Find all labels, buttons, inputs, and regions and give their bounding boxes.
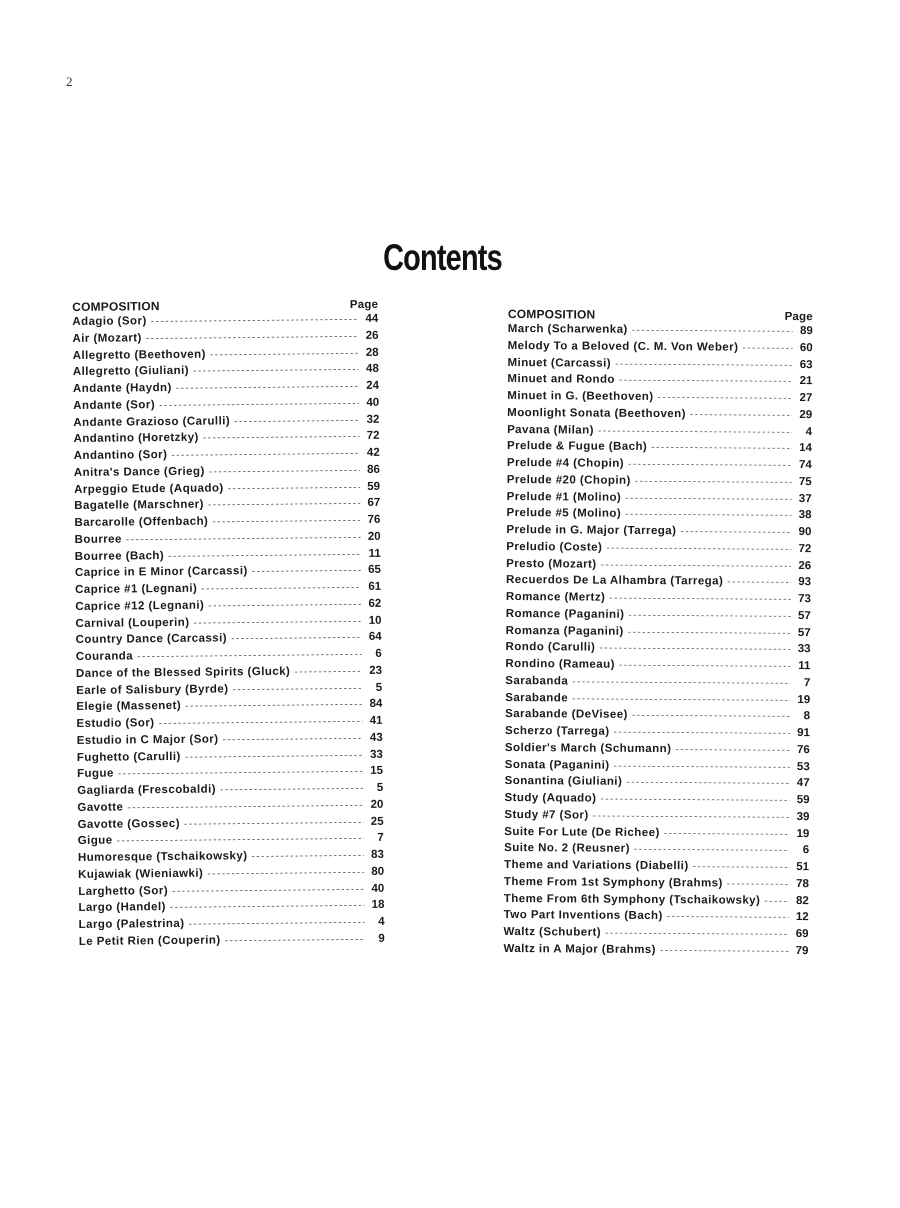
contents-entry <box>503 941 808 960</box>
contents-entry <box>506 639 811 658</box>
dot-leader <box>606 540 791 558</box>
contents-entry <box>75 562 381 582</box>
page-ref: 11 <box>798 660 811 673</box>
composition-title: Gagliarda (Frescobaldi) <box>77 783 217 797</box>
composition-title: Air (Mozart) <box>72 332 142 345</box>
composition-title: March (Scharwenka) <box>507 322 628 336</box>
contents-entry <box>507 472 812 491</box>
contents-entry <box>77 763 383 783</box>
composition-title: Prelude in G. Major (Tarrega) <box>506 523 677 538</box>
page-ref: 5 <box>376 781 384 794</box>
page-ref: 19 <box>796 827 810 840</box>
page-ref: 83 <box>371 848 384 861</box>
contents-entry <box>505 689 810 708</box>
composition-title: Humoresque (Tschaikowsky) <box>77 850 248 864</box>
contents-entry <box>507 438 812 457</box>
composition-title: Andante Grazioso (Carulli) <box>73 414 231 429</box>
contents-entry <box>78 897 384 917</box>
composition-header: COMPOSITION <box>72 299 160 314</box>
page-ref: 53 <box>796 760 810 773</box>
contents-entry <box>506 555 811 574</box>
dot-leader <box>193 613 361 632</box>
composition-title: Estudio (Sor) <box>76 717 155 730</box>
page-ref: 15 <box>370 765 384 778</box>
page-ref: 14 <box>799 442 813 455</box>
page-header: Page <box>349 298 379 312</box>
composition-title: Romanza (Paganini) <box>505 624 624 638</box>
composition-title: Rondo (Carulli) <box>505 641 596 654</box>
composition-title: Sarabande (DeVisee) <box>505 708 628 722</box>
page-ref: 29 <box>799 408 813 421</box>
contents-entry <box>506 505 811 524</box>
page-ref: 11 <box>368 547 381 560</box>
page-ref: 64 <box>368 631 382 644</box>
page-ref: 26 <box>798 559 812 572</box>
contents-entry <box>74 495 380 515</box>
dot-leader <box>690 407 792 424</box>
contents-entry <box>507 354 812 373</box>
contents-entry <box>76 646 382 666</box>
page-ref: 43 <box>369 731 383 744</box>
composition-title: Anitra's Dance (Grieg) <box>73 465 205 479</box>
composition-title: Caprice #12 (Legnani) <box>75 599 205 613</box>
contents-entry <box>505 706 810 725</box>
dot-leader <box>628 624 791 642</box>
composition-title: Elegie (Massenet) <box>76 700 182 714</box>
contents-entry <box>507 421 812 440</box>
composition-title: Moonlight Sonata (Beethoven) <box>507 406 686 420</box>
page-ref: 37 <box>798 492 812 505</box>
contents-entry <box>506 622 811 641</box>
page-ref: 10 <box>368 614 382 627</box>
page-ref: 18 <box>371 899 385 912</box>
page-ref: 84 <box>369 698 383 711</box>
contents-entry <box>76 696 382 716</box>
contents-entry <box>506 572 811 591</box>
contents-entry <box>505 740 810 759</box>
contents-entry <box>74 512 380 532</box>
page-ref: 39 <box>796 810 810 823</box>
contents-entry <box>73 428 379 448</box>
page-ref: 90 <box>798 526 812 539</box>
page-ref: 28 <box>365 346 379 359</box>
dot-leader <box>208 496 361 514</box>
dot-leader <box>727 575 791 592</box>
dot-leader <box>635 474 792 492</box>
composition-title: Theme From 6th Symphony (Tschaikowsky) <box>503 892 761 907</box>
dot-leader <box>209 463 360 481</box>
contents-entry <box>77 813 383 833</box>
contents-entry <box>77 780 383 800</box>
composition-title: Andantino (Horetzky) <box>73 431 199 446</box>
page-ref: 80 <box>371 865 385 878</box>
contents-entry <box>73 411 379 431</box>
composition-title: Sonata (Paganini) <box>504 758 610 772</box>
composition-title: Presto (Mozart) <box>506 557 597 571</box>
dot-leader <box>628 457 792 475</box>
dot-leader <box>185 697 362 716</box>
composition-title: Bourree (Bach) <box>74 549 165 563</box>
composition-title: Theme and Variations (Diabelli) <box>504 858 689 873</box>
contents-entry <box>505 673 810 692</box>
contents-entry <box>79 931 385 951</box>
contents-entry <box>505 756 810 775</box>
page-ref: 25 <box>370 815 384 828</box>
dot-leader <box>171 446 360 465</box>
composition-title: Barcarolle (Offenbach) <box>74 515 209 529</box>
contents-entry <box>505 723 810 742</box>
contents-entry <box>507 371 812 390</box>
contents-entry <box>507 405 812 424</box>
composition-title: Sonantina (Giuliani) <box>504 775 623 789</box>
page-ref: 67 <box>367 497 381 510</box>
dot-leader <box>203 429 360 447</box>
page-ref: 65 <box>368 564 381 577</box>
page-ref: 59 <box>367 480 381 493</box>
composition-title: Prelude #4 (Chopin) <box>506 456 625 470</box>
dot-leader <box>228 479 361 497</box>
page-ref: 7 <box>803 676 811 689</box>
composition-title: Theme From 1st Symphony (Brahms) <box>503 875 723 890</box>
composition-title: Estudio in C Major (Sor) <box>76 733 219 747</box>
dot-leader <box>609 591 791 609</box>
contents-entry <box>73 344 379 364</box>
page-ref: 33 <box>797 643 811 656</box>
page-ref: 12 <box>795 911 809 924</box>
contents-entry <box>76 663 382 683</box>
contents-entry <box>506 589 811 608</box>
dot-leader <box>727 876 789 893</box>
composition-title: Earle of Salisbury (Byrde) <box>76 682 229 697</box>
contents-entry <box>79 914 385 934</box>
page-ref: 76 <box>797 743 810 756</box>
composition-title: Andante (Haydn) <box>72 381 172 395</box>
page-ref: 6 <box>375 647 382 660</box>
composition-title: Gavotte (Gossec) <box>77 817 181 831</box>
composition-title: Le Petit Rien (Couperin) <box>78 934 221 948</box>
contents-entry <box>72 311 378 331</box>
dot-leader <box>185 747 363 766</box>
contents-entry <box>504 823 809 842</box>
page-ref: 48 <box>365 363 379 376</box>
contents-entry <box>73 395 379 415</box>
dot-leader <box>210 346 359 364</box>
contents-entry <box>504 790 809 809</box>
composition-title: Waltz (Schubert) <box>503 925 602 939</box>
page-ref: 6 <box>802 844 810 857</box>
contents-entry <box>75 545 381 565</box>
contents-entry <box>504 890 809 909</box>
composition-title: Bagatelle (Marschner) <box>74 498 204 513</box>
composition-title: Prelude #5 (Molino) <box>506 507 622 521</box>
contents-entry <box>76 713 382 733</box>
dot-leader <box>572 674 790 692</box>
page-number: 2 <box>66 74 73 89</box>
page-ref: 72 <box>798 542 812 555</box>
composition-title: Romance (Paganini) <box>505 607 625 621</box>
composition-title: Minuet and Rondo <box>507 373 615 386</box>
dot-leader <box>212 513 360 531</box>
composition-title: Largo (Handel) <box>78 901 166 915</box>
composition-title: Carnival (Louperin) <box>75 616 190 630</box>
composition-title: Preludio (Coste) <box>506 540 603 554</box>
page-ref: 75 <box>798 475 812 488</box>
page-ref: 21 <box>799 375 813 388</box>
composition-title: Kujawiak (Wieniawki) <box>78 867 204 881</box>
page-ref: 41 <box>369 714 383 727</box>
contents-entry <box>507 388 812 407</box>
composition-title: Fughetto (Carulli) <box>76 750 181 764</box>
composition-title: Largo (Palestrina) <box>78 917 185 931</box>
page-ref: 91 <box>797 727 811 740</box>
contents-entry <box>504 924 809 943</box>
dot-leader <box>599 641 790 659</box>
dot-leader <box>294 664 362 681</box>
dot-leader <box>680 524 791 542</box>
contents-entry <box>77 797 383 817</box>
composition-title: Prelude #20 (Chopin) <box>506 473 631 487</box>
composition-title: Andantino (Sor) <box>73 449 168 462</box>
dot-leader <box>222 731 362 749</box>
page-ref: 7 <box>377 832 384 845</box>
page-ref: 26 <box>365 329 379 342</box>
dot-leader <box>693 859 790 876</box>
dot-leader <box>675 742 790 760</box>
page-ref: 61 <box>368 580 382 593</box>
composition-title: Study #7 (Sor) <box>504 808 589 822</box>
page-ref: 40 <box>366 396 380 409</box>
composition-title: Allegretto (Giuliani) <box>72 365 190 379</box>
dot-leader <box>158 714 362 733</box>
composition-title: Fugue <box>76 767 114 781</box>
contents-entry <box>504 874 809 893</box>
contents-list-left <box>72 311 385 951</box>
contents-entry <box>78 864 384 884</box>
dot-leader <box>252 563 361 581</box>
contents-entry <box>78 830 384 850</box>
composition-title: Country Dance (Carcassi) <box>75 632 228 647</box>
composition-title: Two Part Inventions (Bach) <box>503 909 663 923</box>
page-ref: 76 <box>367 513 381 526</box>
page-ref: 60 <box>799 341 813 354</box>
composition-title: Sarabande <box>505 691 569 704</box>
dot-leader <box>159 396 359 415</box>
page-ref: 86 <box>367 463 380 476</box>
contents-entry <box>506 522 811 541</box>
composition-title: Study (Aquado) <box>504 791 597 805</box>
dot-leader <box>251 848 364 866</box>
contents-entry <box>75 579 381 599</box>
page-ref: 47 <box>796 777 810 790</box>
contents-entry <box>75 596 381 616</box>
contents-entry <box>505 656 810 675</box>
contents-entry <box>504 907 809 926</box>
dot-leader <box>234 412 359 430</box>
page-ref: 4 <box>378 915 385 928</box>
composition-title: Melody To a Beloved (C. M. Von Weber) <box>507 339 739 354</box>
composition-title: Couranda <box>75 650 134 663</box>
contents-entry <box>507 488 812 507</box>
composition-title: Andante (Sor) <box>73 398 156 412</box>
page-ref: 42 <box>366 446 380 459</box>
dot-leader <box>600 792 789 810</box>
contents-entry <box>77 746 383 766</box>
page-ref: 57 <box>797 626 811 639</box>
dot-leader <box>170 898 365 917</box>
page-ref: 51 <box>796 861 810 874</box>
composition-title: Romance (Mertz) <box>505 590 606 604</box>
page-ref: 62 <box>368 597 382 610</box>
contents-entry <box>504 807 809 826</box>
contents-entry <box>507 455 812 474</box>
dot-leader <box>176 379 359 398</box>
page-ref: 72 <box>366 430 380 443</box>
contents-entry <box>73 361 379 381</box>
column-header <box>508 299 813 323</box>
composition-title: Dance of the Blessed Spirits (Gluck) <box>75 665 291 680</box>
page-ref: 23 <box>369 664 383 677</box>
contents-entry <box>504 840 809 859</box>
page-ref: 19 <box>797 693 811 706</box>
dot-leader <box>664 826 790 844</box>
composition-title: Gigue <box>77 834 113 848</box>
page-ref: 4 <box>805 425 813 438</box>
dot-leader <box>628 608 790 626</box>
composition-title: Pavana (Milan) <box>507 423 594 437</box>
composition-title: Prelude & Fugue (Bach) <box>506 440 648 454</box>
dot-leader <box>208 597 361 615</box>
dot-leader <box>626 775 789 793</box>
contents-entry <box>76 629 382 649</box>
composition-title: Suite No. 2 (Reusner) <box>504 842 630 856</box>
contents-entry <box>75 612 381 632</box>
contents-entry <box>504 857 809 876</box>
composition-title: Minuet (Carcassi) <box>507 356 612 370</box>
page-ref: 79 <box>795 944 809 957</box>
page-ref: 27 <box>799 392 813 405</box>
composition-title: Caprice #1 (Legnani) <box>75 582 198 596</box>
composition-title: Caprice in E Minor (Carcassi) <box>74 565 248 580</box>
page-ref: 93 <box>798 576 812 589</box>
composition-title: Waltz in A Major (Brahms) <box>503 942 656 956</box>
dot-leader <box>188 915 364 934</box>
composition-title: Rondino (Rameau) <box>505 657 615 671</box>
contents-entry <box>508 321 813 340</box>
page-ref: 69 <box>795 928 809 941</box>
page-ref: 24 <box>366 379 380 392</box>
dot-leader <box>220 781 363 799</box>
page-ref: 59 <box>796 794 810 807</box>
dot-leader <box>764 893 789 910</box>
page-ref: 44 <box>365 312 379 325</box>
composition-title: Scherzo (Tarrega) <box>504 724 610 738</box>
dot-leader <box>193 362 359 380</box>
page-ref: 33 <box>369 748 383 761</box>
page-ref: 89 <box>799 325 813 338</box>
page-ref: 32 <box>366 413 380 426</box>
dot-leader <box>651 440 792 458</box>
page-ref: 20 <box>367 530 381 543</box>
dot-leader <box>184 814 364 833</box>
dot-leader <box>667 909 789 927</box>
page-ref: 82 <box>795 894 809 907</box>
page-header: Page <box>784 310 813 324</box>
page-ref: 9 <box>378 932 385 945</box>
composition-title: Soldier's March (Schumann) <box>504 741 672 755</box>
contents-entry <box>77 730 383 750</box>
composition-header: COMPOSITION <box>507 306 596 322</box>
composition-title: Bourree <box>74 533 122 546</box>
contents-entry <box>74 462 380 482</box>
contents-entry <box>76 679 382 699</box>
dot-leader <box>660 943 789 961</box>
page-ref: 57 <box>797 609 811 622</box>
dot-leader <box>619 658 791 676</box>
contents-entry <box>75 529 381 549</box>
contents-entry <box>78 847 384 867</box>
dot-leader <box>615 356 793 374</box>
contents-entry <box>508 338 813 357</box>
page-ref: 20 <box>370 798 384 811</box>
page-ref: 74 <box>799 459 812 472</box>
dot-leader <box>742 340 792 357</box>
composition-title: Minuet in G. (Beethoven) <box>507 389 654 404</box>
dot-leader <box>231 630 362 648</box>
contents-column-right <box>503 299 813 960</box>
composition-title: Arpeggio Etude (Aquado) <box>74 481 224 496</box>
dot-leader <box>625 490 791 508</box>
column-header <box>72 289 378 314</box>
page-ref: 73 <box>798 593 811 606</box>
page-ref: 8 <box>803 710 811 723</box>
contents-entry <box>78 880 384 900</box>
page-ref: 38 <box>798 509 812 522</box>
dot-leader <box>232 680 362 698</box>
composition-title: Allegretto (Beethoven) <box>72 348 206 362</box>
page-ref: 78 <box>796 877 809 890</box>
dot-leader <box>207 865 364 883</box>
composition-title: Larghetto (Sor) <box>78 884 169 898</box>
page-title: Contents <box>383 236 502 278</box>
composition-title: Adagio (Sor) <box>72 315 147 328</box>
contents-entry <box>505 773 810 792</box>
dot-leader <box>201 580 361 598</box>
dot-leader <box>632 708 790 726</box>
contents-entry <box>506 539 811 558</box>
composition-title: Recuerdos De La Alhambra (Tarrega) <box>505 574 724 588</box>
contents-entry <box>74 445 380 465</box>
contents-entry <box>72 328 378 348</box>
contents-entry <box>506 606 811 625</box>
dot-leader <box>225 932 365 950</box>
contents-column-left <box>72 289 385 951</box>
contents-list-right <box>503 321 812 960</box>
dot-leader <box>168 546 361 565</box>
page-ref: 5 <box>375 681 383 694</box>
composition-title: Suite For Lute (De Richee) <box>504 825 660 839</box>
contents-entry <box>74 478 380 498</box>
dot-leader <box>172 881 364 900</box>
contents-entry <box>73 378 379 398</box>
page-ref: 40 <box>371 882 385 895</box>
page-ref: 63 <box>799 358 813 371</box>
composition-title: Prelude #1 (Molino) <box>506 490 622 504</box>
composition-title: Sarabanda <box>505 674 569 688</box>
composition-title: Gavotte <box>77 801 124 814</box>
dot-leader <box>613 758 789 776</box>
